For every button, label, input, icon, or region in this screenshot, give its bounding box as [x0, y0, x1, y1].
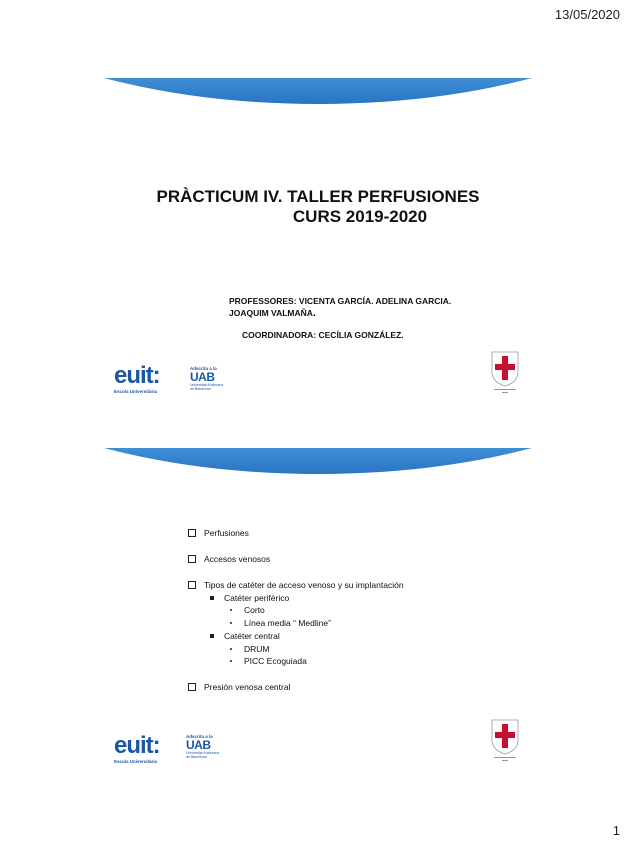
list-item — [188, 682, 290, 692]
checkbox-bullet-icon — [188, 529, 196, 537]
list-item — [188, 580, 404, 590]
coordinator-text: COORDINADORA: CECÍLIA GONZÁLEZ. — [242, 330, 404, 340]
slide1-header-arc — [104, 78, 532, 104]
list-item-text: Perfusiones — [204, 528, 249, 538]
sub-sub-list-item-text: Corto — [244, 605, 265, 615]
euit-logo — [114, 734, 160, 764]
sub-sub-list-item — [230, 656, 307, 666]
list-item-text: Tipos de catéter de acceso venoso y su implantación — [204, 580, 404, 590]
professors-dot: . — [312, 307, 316, 319]
slide1-title-line2: CURS 2019-2020 — [292, 207, 428, 226]
checkbox-bullet-icon — [188, 555, 196, 563]
professors-name-valmana: JOAQUIM VALMAÑA — [229, 308, 313, 318]
uab-logo-top: Adscrita a la — [190, 366, 217, 371]
slide2-header-arc — [104, 448, 532, 474]
uab-logo-sub2: de Barcelona — [190, 387, 211, 391]
sub-sub-list-item-text: DRUM — [244, 644, 270, 654]
list-item-text: Accesos venosos — [204, 554, 271, 564]
list-item-text: Presión venosa central — [204, 682, 291, 692]
sub-sub-list-item — [230, 618, 331, 628]
page-number: 1 — [612, 823, 620, 838]
sub-list-item — [210, 631, 280, 641]
square-bullet-icon — [210, 596, 214, 600]
uab-logo-sub1: Universitat Autònoma — [190, 383, 224, 387]
checkbox-bullet-icon — [188, 683, 196, 691]
euit-logo-text: euit: — [114, 732, 160, 759]
uab-logo — [190, 366, 223, 391]
uab-logo-mark: UAB — [186, 738, 211, 752]
uab-logo-mark: UAB — [190, 370, 215, 384]
euit-logo-subtitle: Escola Universitària — [114, 759, 158, 764]
crest-icon — [488, 718, 522, 767]
sub-list-item — [210, 593, 289, 603]
sub-list-item-text: Catéter periférico — [224, 593, 290, 603]
uab-logo — [186, 734, 219, 759]
square-bullet-icon — [210, 634, 214, 638]
list-item — [188, 554, 270, 564]
euit-logo-text: euit: — [114, 362, 160, 389]
professors-text — [229, 295, 479, 319]
date-stamp: 13/05/2020 — [554, 7, 620, 22]
sub-sub-list-item — [230, 605, 265, 615]
slide1-title-line1: PRÀCTICUM IV. TALLER PERFUSIONES — [156, 187, 480, 206]
uab-logo-top: Adscrita a la — [186, 734, 213, 739]
dot-bullet-icon — [230, 622, 232, 624]
sub-sub-list-item — [230, 644, 270, 654]
professors-line2 — [229, 307, 479, 319]
dot-bullet-icon — [230, 648, 232, 650]
dot-bullet-icon — [230, 609, 232, 611]
sub-sub-list-item-text: Línea media “ Medline” — [244, 618, 331, 628]
sub-list-item-text: Catéter central — [224, 631, 280, 641]
uab-logo-sub2: de Barcelona — [186, 755, 207, 759]
crest-icon — [488, 350, 522, 399]
euit-logo-subtitle: Escola Universitària — [114, 389, 158, 394]
checkbox-bullet-icon — [188, 581, 196, 589]
sub-sub-list-item-text: PICC Ecoguiada — [244, 656, 307, 666]
professors-line1: PROFESSORES: VICENTA GARCÍA. ADELINA GARCIA. — [229, 296, 452, 306]
euit-logo — [114, 364, 160, 394]
uab-logo-sub1: Universitat Autònoma — [186, 751, 220, 755]
dot-bullet-icon — [230, 660, 232, 662]
list-item — [188, 528, 249, 538]
